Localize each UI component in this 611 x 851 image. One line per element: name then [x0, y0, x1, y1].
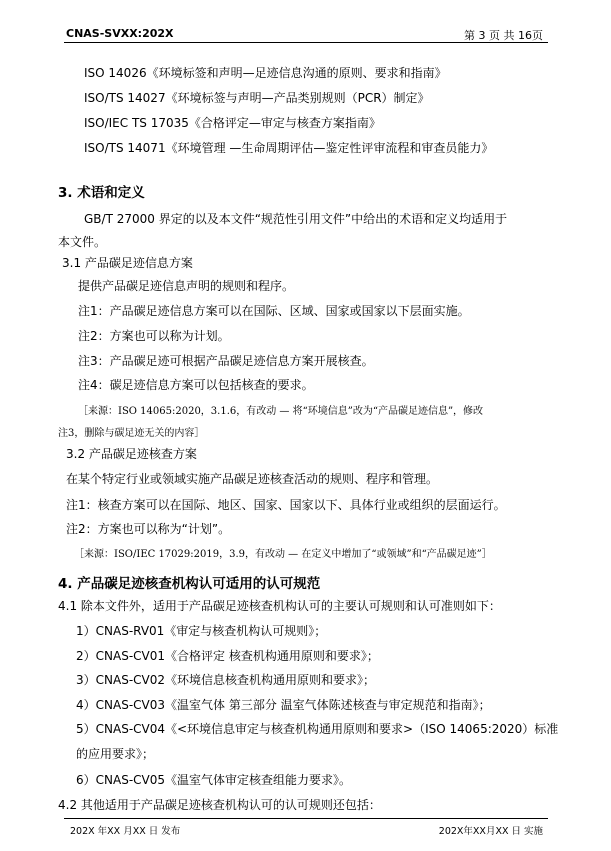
clause-4-2: 4.2 其他适用于产品碳足迹核查机构认可的认可规则还包括： — [58, 798, 381, 812]
implement-date: 202X年XX月XX 日 实施 — [438, 826, 543, 837]
normative-ref-item: ISO/IEC TS 17035《合格评定—审定与核查方案指南》 — [84, 116, 381, 130]
accreditation-rule-item: 1）CNAS-RV01《审定与核查机构认可规则》； — [76, 624, 327, 638]
term-3-2-note: 注2：方案也可以称为“计划”。 — [66, 522, 231, 536]
section-3-intro-line1: GB/T 27000 界定的以及本文件“规范性引用文件”中给出的术语和定义均适用于 — [84, 212, 508, 226]
header-rule — [64, 42, 548, 43]
doc-code: CNAS-SVXX:202X — [66, 27, 174, 40]
term-3-2-heading: 3.2 产品碳足迹核查方案 — [66, 447, 197, 461]
term-3-1-definition: 提供产品碳足迹信息声明的规则和程序。 — [78, 279, 295, 293]
accreditation-rule-item: 6）CNAS-CV05《温室气体审定核查组能力要求》。 — [76, 773, 352, 787]
publish-date: 202X 年XX 月XX 日 发布 — [70, 826, 181, 837]
term-3-1-note: 注4：碳足迹信息方案可以包括核查的要求。 — [78, 378, 314, 392]
accreditation-rule-item: 5）CNAS-CV04《<环境信息审定与核查机构通用原则和要求>（ISO 14065:2020）标准 — [76, 722, 559, 736]
accreditation-rule-item: 3）CNAS-CV02《环境信息核查机构通用原则和要求》； — [76, 673, 376, 687]
term-3-1-note: 注1：产品碳足迹信息方案可以在国际、区域、国家或国家以下层面实施。 — [78, 304, 470, 318]
normative-ref-item: ISO 14026《环境标签和声明—足迹信息沟通的原则、要求和指南》 — [84, 66, 447, 80]
term-3-1-note: 注2：方案也可以称为计划。 — [78, 329, 230, 343]
term-3-2-definition: 在某个特定行业或领域实施产品碳足迹核查活动的规则、程序和管理。 — [66, 472, 439, 486]
accreditation-rule-item: 2）CNAS-CV01《合格评定 核查机构通用原则和要求》； — [76, 649, 379, 663]
footer-rule — [64, 818, 548, 819]
term-3-1-note: 注3：产品碳足迹可根据产品碳足迹信息方案开展核查。 — [78, 354, 374, 368]
accreditation-rule-item: 4）CNAS-CV03《温室气体 第三部分 温室气体陈述核查与审定规范和指南》； — [76, 698, 491, 712]
clause-4-1: 4.1 除本文件外，适用于产品碳足迹核查机构认可的主要认可规则和认可准则如下： — [58, 599, 501, 613]
section-4-title: 4. 产品碳足迹核查机构认可适用的认可规范 — [58, 576, 321, 592]
term-3-1-heading: 3.1 产品碳足迹信息方案 — [62, 256, 193, 270]
accreditation-rule-item-cont: 的应用要求》； — [76, 747, 155, 761]
term-3-2-source: ［来源：ISO/IEC 17029:2019，3.9，有改动 — 在定义中增加了“或领域”和“产品碳足迹”］ — [74, 549, 492, 560]
section-3-intro-line2: 本文件。 — [58, 235, 107, 249]
page-info: 第 3 页 共 16页 — [464, 29, 543, 42]
normative-ref-item: ISO/TS 14071《环境管理 —生命周期评估—鉴定性评审流程和审查员能力》 — [84, 141, 494, 155]
term-3-1-source: ［来源：ISO 14065:2020，3.1.6，有改动 — 将“环境信息”改为“产品碳足迹信息”，修改 — [78, 406, 484, 417]
normative-ref-item: ISO/TS 14027《环境标签与声明—产品类别规则（PCR）制定》 — [84, 91, 430, 105]
term-3-2-note: 注1：核查方案可以在国际、地区、国家、国家以下、具体行业或组织的层面运行。 — [66, 498, 506, 512]
term-3-1-source-cont: 注3，删除与碳足迹无关的内容］ — [58, 428, 205, 439]
section-3-title: 3. 术语和定义 — [58, 185, 145, 201]
